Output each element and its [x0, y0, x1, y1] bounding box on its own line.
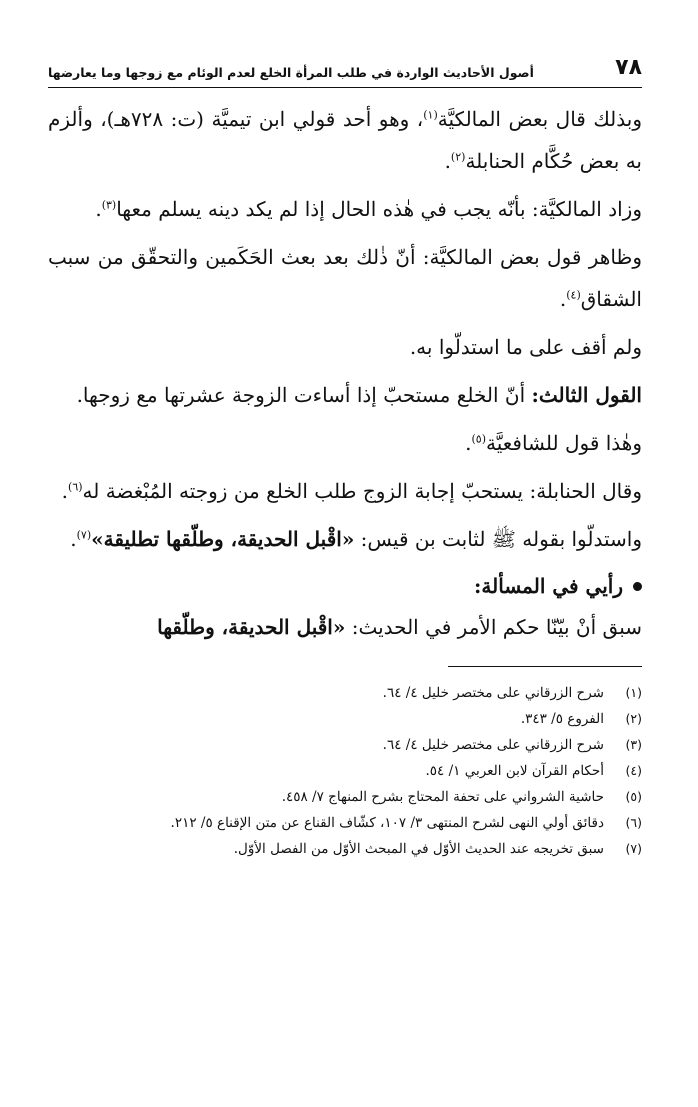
paragraph: [48, 518, 642, 560]
paragraph-text: وبذلك قال بعض المالكيَّة: [437, 107, 643, 131]
running-title: أصول الأحاديث الواردة في طلب المرأة الخلع لعدم الوئام مع زوجها وما يعارضها: [48, 64, 534, 80]
paragraph: [48, 236, 642, 320]
section-heading: [48, 566, 642, 606]
paragraph-text: أنّ الخلع مستحبّ إذا أساءت الزوجة عشرتها مع زوجها.: [76, 383, 532, 407]
paragraph: [48, 98, 642, 182]
page-number: ٧٨: [615, 55, 642, 80]
punctuation: .: [559, 287, 567, 311]
footnote-number: (٥): [625, 789, 642, 804]
paragraph-text: ولم أقف على ما استدلّوا به.: [409, 335, 642, 359]
paragraph-text: ، وهو أحد قولي ابن تيميَّة (ت: ٧٢٨هـ)، وألزم به بعض حُكَّام الحنابلة: [48, 107, 642, 173]
section-heading-text: رأيي في المسألة:: [474, 574, 623, 598]
footnote-text: أحكام القرآن لابن العربي ١/ ٥٤.: [425, 763, 604, 779]
footnote-marker: (٥): [471, 432, 486, 446]
footnote-number: (٣): [625, 737, 642, 752]
footnote-number: (٦): [625, 815, 642, 830]
footnote-marker: (٣): [101, 198, 117, 212]
footnote-text: دقائق أولي النهى لشرح المنتهى ٣/ ١٠٧، كشّاف القناع عن متن الإقناع ٥/ ٢١٢.: [170, 815, 604, 831]
footnote-item: [48, 810, 642, 836]
hadith-quote: «اقْبل الحديقة، وطلّقها: [157, 615, 346, 639]
main-text: [48, 98, 642, 648]
paragraph: [48, 326, 642, 368]
punctuation: .: [465, 431, 472, 455]
punctuation: .: [70, 527, 77, 551]
paragraph: [48, 470, 642, 512]
footnote-item: [48, 784, 642, 810]
footnote-marker: (١): [423, 108, 438, 122]
bold-label: القول الثالث:: [531, 383, 642, 407]
paragraph-text: سبق أنْ بيّنّا حكم الأمر في الحديث:: [345, 615, 642, 639]
footnote-marker: (٢): [450, 150, 466, 164]
paragraph: [48, 188, 642, 230]
paragraph: [48, 374, 642, 416]
footnote-number: (١): [625, 685, 642, 700]
footnote-marker: (٦): [68, 480, 83, 494]
footnote-text: سبق تخريجه عند الحديث الأوّل في المبحث الأوّل من الفصل الأوّل.: [233, 841, 604, 857]
punctuation: .: [95, 197, 102, 221]
footnote-item: [48, 680, 642, 706]
footnote-text: شرح الزرقاني على مختصر خليل ٤/ ٦٤.: [382, 737, 604, 753]
punctuation: .: [444, 149, 451, 173]
punctuation: .: [61, 479, 69, 503]
paragraph: [48, 422, 642, 464]
footnote-item: [48, 836, 642, 862]
footnote-text: الفروع ٥/ ٣٤٣.: [520, 711, 604, 727]
footnote-item: [48, 758, 642, 784]
page-header: [48, 50, 642, 88]
footnote-marker: (٤): [566, 288, 581, 302]
footnote-text: شرح الزرقاني على مختصر خليل ٤/ ٦٤.: [382, 685, 604, 701]
book-page: [48, 50, 642, 1060]
bullet-icon: [633, 582, 642, 591]
footnotes: [48, 666, 642, 862]
footnote-item: [48, 706, 642, 732]
footnote-number: (٢): [625, 711, 642, 726]
footnote-number: (٤): [625, 763, 642, 778]
footnote-text: حاشية الشرواني على تحفة المحتاج بشرح المنهاج ٧/ ٤٥٨.: [281, 789, 604, 805]
paragraph: [48, 606, 642, 648]
paragraph-text: وهٰذا قول للشافعيَّة: [485, 431, 642, 455]
paragraph-text: وزاد المالكيَّة: بأنّه يجب في هٰذه الحال إذا لم يكد دينه يسلم معها: [116, 197, 642, 221]
paragraph-text: وقال الحنابلة: يستحبّ إجابة الزوج طلب الخلع من زوجته المُبْغضة له: [82, 479, 642, 503]
paragraph-text: وظاهر قول بعض المالكيَّة: أنّ ذٰلك بعد بعث الحَكَمين والتحقّق من سبب الشقاق: [48, 245, 642, 311]
footnote-number: (٧): [625, 841, 642, 856]
footnote-marker: (٧): [76, 528, 92, 542]
paragraph-text: واستدلّوا بقوله ﷺ لثابت بن قيس:: [354, 527, 642, 551]
hadith-quote: «اقْبل الحديقة، وطلّقها تطليقة»: [91, 527, 355, 551]
footnote-item: [48, 732, 642, 758]
